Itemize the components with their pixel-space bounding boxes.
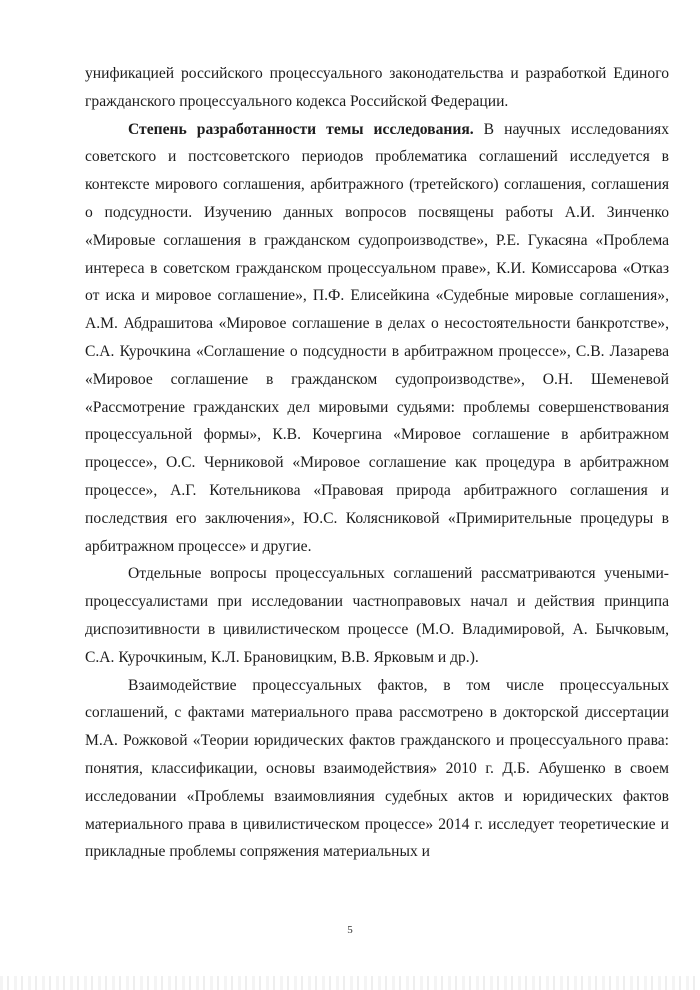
paragraph-3-text: Отдельные вопросы процессуальных соглашений рассматриваются учеными-процессуалистами при исследовании частноправовых начал и действия принципа диспозитивности в цивилистическом процессе (М.О. Владимировой, А. Бычковым, С.А. Курочкиным, К.Л. Брановицким, В.В. Ярковым и др.). — [85, 565, 669, 666]
paragraph-2-text: В научных исследованиях советского и постсоветского периодов проблематика соглашений исследуется в контексте мирового соглашения, арбитражного (третейского) соглашения, соглашения о подсудности. Изучению данных вопросов посвящены работы А.И. Зинченко «Мировые соглашения в гражданском судопроизводстве», Р.Е. Гукасяна «Проблема интереса в советском гражданском процессуальном праве», К.И. Комиссарова «Отказ от иска и мировое соглашение», П.Ф. Елисейкина «Судебные мировые соглашения», А.М. Абдрашитова «Мировое соглашение в делах о несостоятельности банкротстве», С.А. Курочкина «Соглашение о подсудности в арбитражном процессе», С.В. Лазарева «Мировое соглашение в гражданском судопроизводстве», О.Н. Шеменевой «Рассмотрение гражданских дел мировыми судьями: проблемы совершенствования процессуальной формы», К.В. Кочергина «Мировое соглашение в арбитражном процессе», О.С. Черниковой «Мировое соглашение как процедура в арбитражном процессе», А.Г. Котельникова «Правовая природа арбитражного соглашения и последствия его заключения», Ю.С. Колясниковой «Примирительные процедуры в арбитражном процессе» и другие. — [85, 120, 669, 555]
scan-edge-strip — [0, 976, 700, 990]
paragraph-1 — [85, 60, 669, 116]
paragraph-1-text: унификацией российского процессуального законодательства и разработкой Единого гражданского процессуального кодекса Российской Федерации. — [85, 65, 669, 110]
paragraph-4 — [85, 672, 669, 867]
paragraph-2 — [85, 116, 669, 561]
paragraph-4-text: Взаимодействие процессуальных фактов, в том числе процессуальных соглашений, с фактами материального права рассмотрено в докторской диссертации М.А. Рожковой «Теории юридических фактов гражданского и процессуального права: понятия, классификации, основы взаимодействия» 2010 г. Д.Б. Абушенко в своем исследовании «Проблемы взаимовлияния судебных актов и юридических фактов материального права в цивилистическом процессе» 2014 г. исследует теоретические и прикладные проблемы сопряжения материальных и — [85, 676, 669, 861]
body-text — [85, 60, 669, 866]
section-heading: Степень разработанности темы исследования. — [128, 120, 474, 138]
page-number: 5 — [347, 924, 353, 936]
paragraph-3 — [85, 560, 669, 671]
